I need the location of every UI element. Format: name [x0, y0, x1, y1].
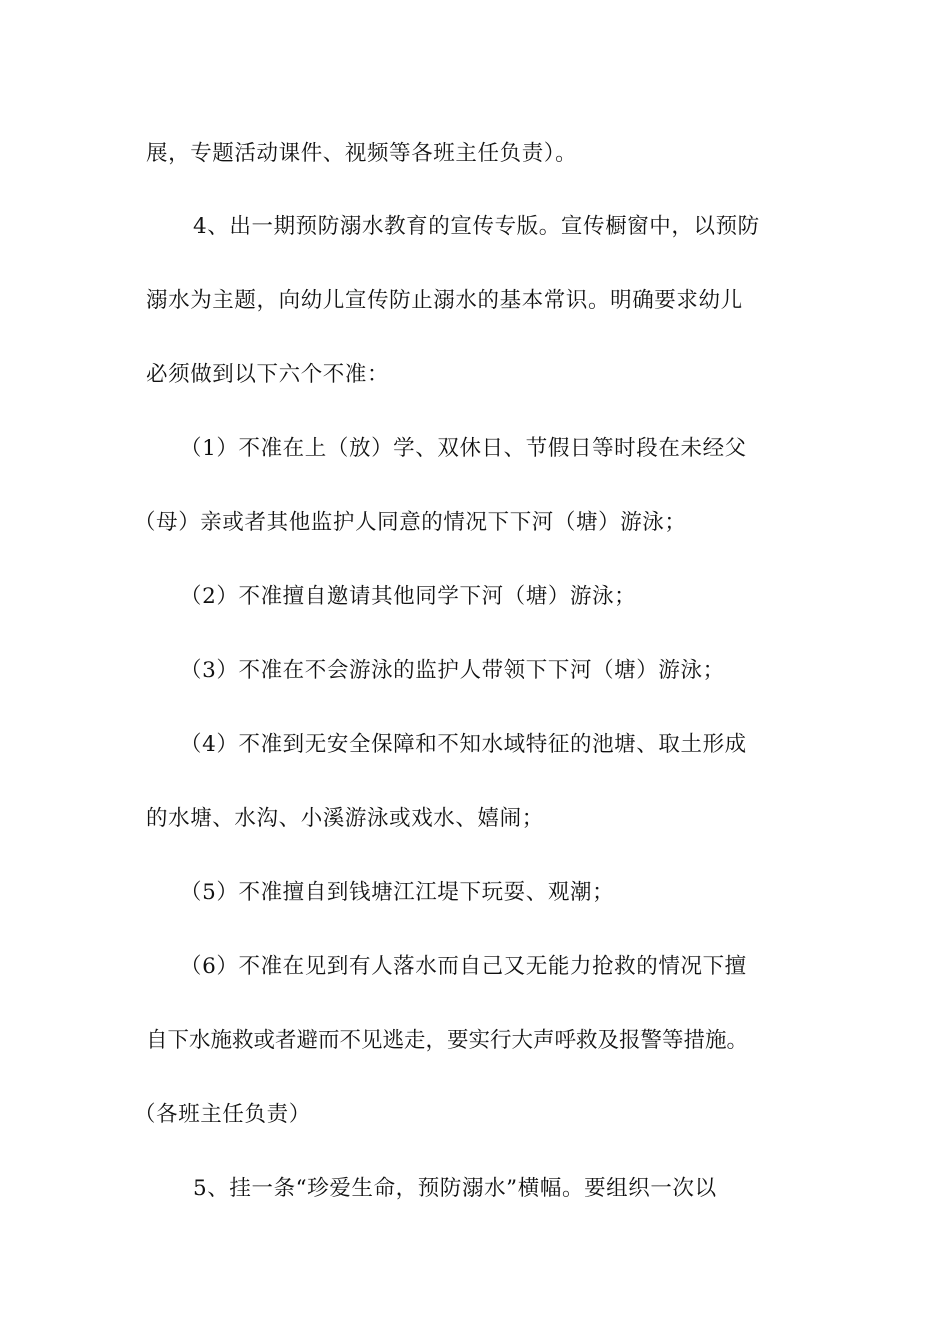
- text-line-3: 溺水为主题，向幼儿宣传防止溺水的基本常识。明确要求幼儿: [146, 288, 743, 313]
- text-line-13: 自下水施救或者避而不见逃走，要实行大声呼救及报警等措施。: [146, 1028, 749, 1053]
- text-line-14: （各班主任负责）: [134, 1102, 311, 1127]
- text-line-10: 的水塘、水沟、小溪游泳或戏水、嬉闹；: [146, 806, 544, 831]
- text-line-2: 4、出一期预防溺水教育的宣传专版。宣传橱窗中，以预防: [193, 214, 760, 239]
- text-line-7: （2）不准擅自邀请其他同学下河（塘）游泳；: [180, 584, 637, 609]
- text-line-12: （6）不准在见到有人落水而自己又无能力抢救的情况下擅: [180, 954, 747, 979]
- text-line-6: （母）亲或者其他监护人同意的情况下下河（塘）游泳；: [134, 510, 687, 535]
- text-line-15: 5、挂一条“珍爱生命，预防溺水”横幅。要组织一次以: [193, 1176, 717, 1201]
- text-line-5: （1）不准在上（放）学、双休日、节假日等时段在未经父: [180, 436, 747, 461]
- text-line-1: 展，专题活动课件、视频等各班主任负责）。: [146, 141, 578, 166]
- text-line-4: 必须做到以下六个不准：: [146, 362, 390, 387]
- text-line-9: （4）不准到无安全保障和不知水域特征的池塘、取土形成: [180, 732, 747, 757]
- text-line-11: （5）不准擅自到钱塘江江堤下玩耍、观潮；: [180, 880, 615, 905]
- text-line-8: （3）不准在不会游泳的监护人带领下下河（塘）游泳；: [180, 658, 725, 683]
